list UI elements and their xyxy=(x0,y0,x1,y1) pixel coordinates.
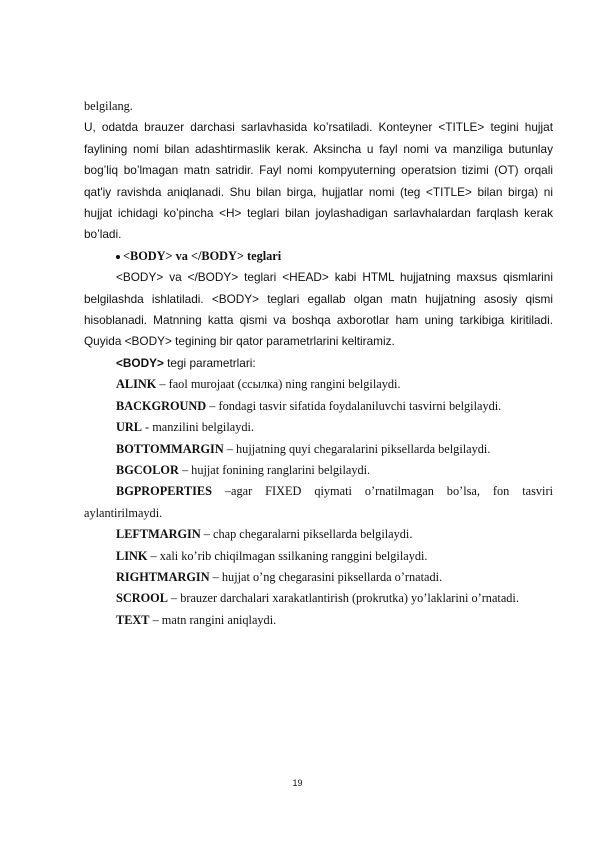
param-item xyxy=(84,546,553,567)
param-name: ALINK xyxy=(116,377,157,392)
section-heading xyxy=(84,246,553,267)
param-desc: – xali ko’rib chiqilmagan ssilkaning ranggini belgilaydi. xyxy=(147,548,428,563)
param-name: BOTTOMMARGIN xyxy=(116,441,224,456)
param-name: BGCOLOR xyxy=(116,462,179,477)
param-item xyxy=(84,417,553,438)
param-item xyxy=(84,396,553,417)
section-heading-text: <BODY> va </BODY> teglari xyxy=(123,248,282,263)
param-item xyxy=(84,481,553,524)
param-name: SCROOL xyxy=(116,591,168,606)
param-item xyxy=(84,588,553,609)
param-name: TEXT xyxy=(116,612,150,627)
param-item xyxy=(84,460,553,481)
param-name: BACKGROUND xyxy=(116,398,207,413)
param-desc: – fondagi tasvir sifatida foydalaniluvchi tasvirni belgilaydi. xyxy=(206,398,502,413)
param-name: BGPROPERTIES xyxy=(116,484,212,499)
param-item xyxy=(84,374,553,395)
param-desc: – brauzer darchalari xarakatlantirish (prokrutka) yo’laklarini o’rnatadi. xyxy=(167,591,519,606)
param-desc: – hujjatning quyi chegaralarini piksellarda belgilaydi. xyxy=(223,441,491,456)
param-desc: – chap chegaralarni piksellarda belgilaydi. xyxy=(200,527,413,542)
param-item xyxy=(84,524,553,545)
paragraph-body-tags: <BODY> va </BODY> teglari <HEAD> kabi HTML hujjatning maxsus qismlarini belgilashda ishlatiladi. <BODY> teglari egallab olgan matn hujjatning asosiy qismi hisoblanadi. Matnning katta qismi va boshqa axborotlar ham uning tarkibiga kiritiladi. Quyida <BODY> tegining bir qator parametrlarini keltiramiz. xyxy=(84,270,553,349)
param-desc: – matn rangini aniqlaydi. xyxy=(149,612,277,627)
param-desc: – hujjat fonining ranglarini belgilaydi. xyxy=(178,462,371,477)
param-desc: – hujjat o’ng chegarasini piksellarda o’rnatadi. xyxy=(209,569,443,584)
param-name: LINK xyxy=(116,548,148,563)
params-intro-rest: tegi parametrlari: xyxy=(163,355,256,370)
page-number: 19 xyxy=(292,778,303,788)
param-desc: - manzilini belgilaydi. xyxy=(141,420,254,435)
params-intro-tag: <BODY> xyxy=(116,355,164,370)
param-item xyxy=(84,439,553,460)
bullet-icon xyxy=(116,255,120,259)
param-name: LEFTMARGIN xyxy=(116,527,201,542)
paragraph-continuation: belgilang. xyxy=(84,99,133,113)
param-desc: – faol murojaat (ссылка) ning rangini belgilaydi. xyxy=(156,377,401,392)
params-intro xyxy=(84,353,553,374)
param-desc: –agar FIXED qiymati o’rnatilmagan bo’lsa, fon tasviri aylantirilmaydi. xyxy=(84,484,553,520)
param-name: RIGHTMARGIN xyxy=(116,569,210,584)
param-name: URL xyxy=(116,420,142,435)
param-item xyxy=(84,567,553,588)
param-item xyxy=(84,610,553,631)
document-body xyxy=(84,96,553,631)
paragraph-title-explanation: U, odatda brauzer darchasi sarlavhasida ko’rsatiladi. Konteyner <TITLE> tegini hujjat faylining nomi bilan adashtirmaslik kerak. Aksincha u fayl nomi va manziliga butunlay bog’liq bo’lmagan matn satridir. Fayl nomi kompyuterning operatsion tizimi (OT) orqali qat'iy ravishda aniqlanadi. Shu bilan birga, hujjatlar nomi (teg <TITLE> bilan birga) ni hujjat ichidagi ko’pincha <H> teglari bilan joylashadigan sarlavhalardan farqlash kerak bo’ladi. xyxy=(84,120,553,242)
